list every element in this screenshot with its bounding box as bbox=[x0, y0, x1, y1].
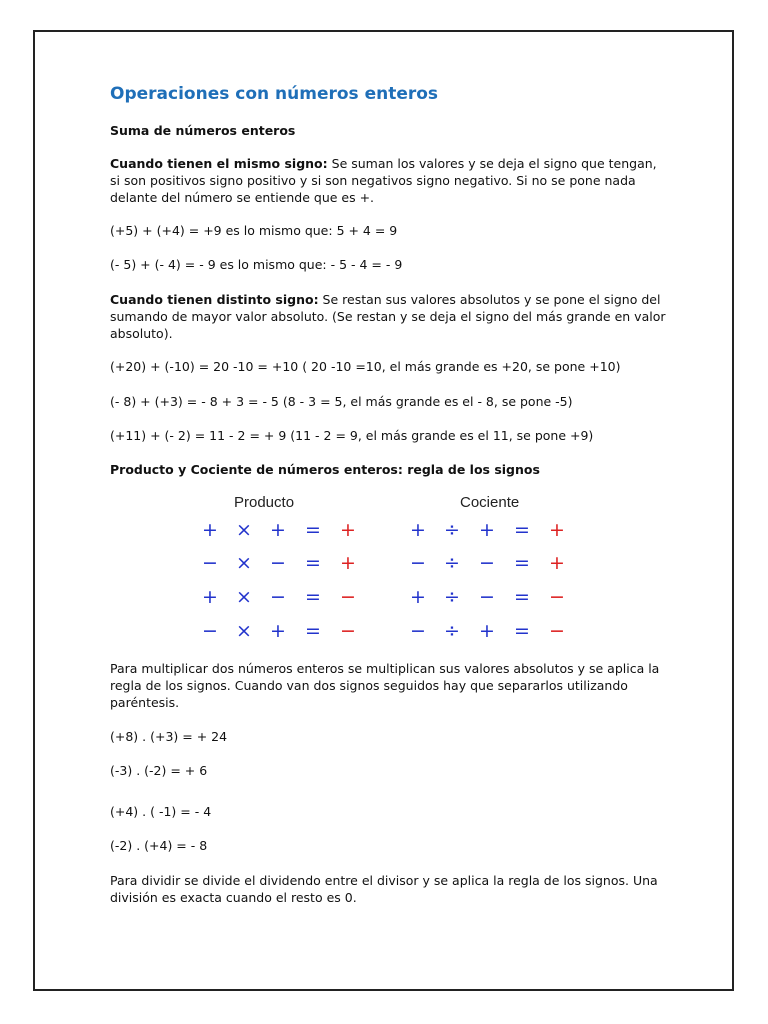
suma-example-3: (+20) + (-10) = 20 -10 = +10 ( 20 -10 =10, el más grande es +20, se pone +10) bbox=[110, 359, 621, 374]
producto-cell-r2-c2: × bbox=[236, 552, 252, 574]
producto-label: Producto bbox=[234, 494, 295, 511]
cociente-cell-r4-c5: − bbox=[549, 620, 565, 642]
cociente-cell-r3-c2: ÷ bbox=[444, 586, 460, 608]
cociente-label: Cociente bbox=[460, 494, 520, 511]
distinto-signo-paragraph bbox=[110, 291, 670, 342]
producto-cell-r1-c1: + bbox=[202, 519, 218, 541]
producto-cell-r4-c2: × bbox=[236, 620, 252, 642]
producto-cell-r2-c4: = bbox=[305, 552, 321, 574]
suma-heading: Suma de números enteros bbox=[110, 123, 296, 138]
distinto-signo-label: Cuando tienen distinto signo: bbox=[110, 292, 319, 307]
producto-cell-r4-c4: = bbox=[305, 620, 321, 642]
producto-cell-r4-c5: − bbox=[340, 620, 356, 642]
cociente-cell-r1-c2: ÷ bbox=[444, 519, 460, 541]
cociente-cell-r2-c1: − bbox=[410, 552, 426, 574]
producto-cell-r3-c4: = bbox=[305, 586, 321, 608]
distinto-signo-text: Se restan sus valores absolutos y se pone el signo del sumando de mayor valor absoluto. (Se restan y se deja el signo del más grande en valor absoluto). bbox=[110, 292, 666, 341]
cociente-cell-r2-c4: = bbox=[514, 552, 530, 574]
producto-cell-r3-c2: × bbox=[236, 586, 252, 608]
cociente-cell-r4-c3: + bbox=[479, 620, 495, 642]
producto-example-2: (-3) . (-2) = + 6 bbox=[110, 763, 208, 778]
producto-cell-r1-c3: + bbox=[270, 519, 286, 541]
cociente-cell-r1-c5: + bbox=[549, 519, 565, 541]
producto-example-3: (+4) . ( -1) = - 4 bbox=[110, 804, 212, 819]
producto-cell-r2-c5: + bbox=[340, 552, 356, 574]
page-title: Operaciones con números enteros bbox=[110, 84, 439, 104]
dividir-paragraph: Para dividir se divide el dividendo entre el divisor y se aplica la regla de los signos. Una división es exacta cuando el resto es 0. bbox=[110, 873, 658, 905]
cociente-cell-r2-c5: + bbox=[549, 552, 565, 574]
producto-cell-r1-c2: × bbox=[236, 519, 252, 541]
mismo-signo-label: Cuando tienen el mismo signo: bbox=[110, 156, 328, 171]
cociente-cell-r1-c4: = bbox=[514, 519, 530, 541]
producto-example-4: (-2) . (+4) = - 8 bbox=[110, 838, 208, 853]
cociente-cell-r1-c3: + bbox=[479, 519, 495, 541]
multiplicar-paragraph: Para multiplicar dos números enteros se multiplican sus valores absolutos y se aplica la regla de los signos. Cuando van dos signos seguidos hay que separarlos utilizando paréntesis. bbox=[110, 661, 660, 710]
mismo-signo-paragraph bbox=[110, 155, 670, 206]
cociente-cell-r1-c1: + bbox=[410, 519, 426, 541]
cociente-cell-r3-c4: = bbox=[514, 586, 530, 608]
producto-heading: Producto y Cociente de números enteros: regla de los signos bbox=[110, 462, 540, 477]
mismo-signo-text: Se suman los valores y se deja el signo que tengan, si son positivos signo positivo y si son negativos signo negativo. Si no se pone nada delante del número se entiende que es +. bbox=[110, 156, 657, 205]
suma-example-2: (- 5) + (- 4) = - 9 es lo mismo que: - 5 - 4 = - 9 bbox=[110, 257, 403, 272]
cociente-cell-r3-c1: + bbox=[410, 586, 426, 608]
producto-cell-r3-c3: − bbox=[270, 586, 286, 608]
suma-example-5: (+11) + (- 2) = 11 - 2 = + 9 (11 - 2 = 9, el más grande es el 11, se pone +9) bbox=[110, 428, 594, 443]
producto-cell-r2-c3: − bbox=[270, 552, 286, 574]
cociente-cell-r4-c1: − bbox=[410, 620, 426, 642]
cociente-cell-r3-c5: − bbox=[549, 586, 565, 608]
producto-cell-r2-c1: − bbox=[202, 552, 218, 574]
producto-cell-r3-c5: − bbox=[340, 586, 356, 608]
cociente-cell-r2-c2: ÷ bbox=[444, 552, 460, 574]
producto-cell-r4-c1: − bbox=[202, 620, 218, 642]
producto-example-1: (+8) . (+3) = + 24 bbox=[110, 729, 228, 744]
producto-cell-r1-c5: + bbox=[340, 519, 356, 541]
producto-cell-r1-c4: = bbox=[305, 519, 321, 541]
cociente-cell-r3-c3: − bbox=[479, 586, 495, 608]
cociente-cell-r2-c3: − bbox=[479, 552, 495, 574]
suma-example-1: (+5) + (+4) = +9 es lo mismo que: 5 + 4 = 9 bbox=[110, 223, 398, 238]
cociente-cell-r4-c2: ÷ bbox=[444, 620, 460, 642]
suma-example-4: (- 8) + (+3) = - 8 + 3 = - 5 (8 - 3 = 5, el más grande es el - 8, se pone -5) bbox=[110, 394, 573, 409]
cociente-cell-r4-c4: = bbox=[514, 620, 530, 642]
producto-cell-r3-c1: + bbox=[202, 586, 218, 608]
producto-cell-r4-c3: + bbox=[270, 620, 286, 642]
